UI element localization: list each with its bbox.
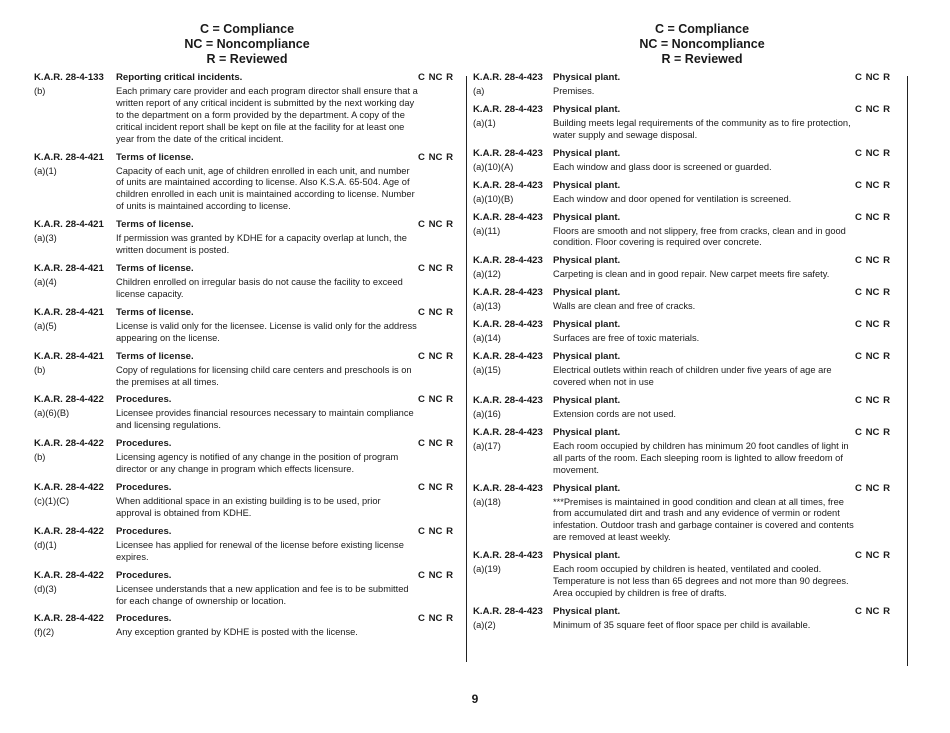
requirement-text: Surfaces are free of toxic materials. <box>553 333 700 344</box>
regulation-subsection: (c)(1)(C) <box>34 496 70 507</box>
regulation-title: Physical plant. <box>553 72 621 83</box>
checklist-entry <box>34 351 466 393</box>
regulation-subsection: (a)(6)(B) <box>34 408 70 419</box>
legend-reviewed: R = Reviewed <box>661 52 743 66</box>
checklist-entry <box>34 613 466 643</box>
entry-header <box>473 351 907 363</box>
requirement-text: Copy of regulations for licensing child care centers and preschools is on the premises at all times. <box>116 364 412 387</box>
requirement-text: Carpeting is clean and in good repair. New carpet meets fire safety. <box>553 269 830 280</box>
entry-header <box>473 180 907 192</box>
compliance-marks: C NC R <box>855 351 891 363</box>
regulation-citation: K.A.R. 28-4-423 <box>473 351 543 363</box>
regulation-title: Physical plant. <box>553 394 621 406</box>
entry-body <box>34 166 466 214</box>
entry-body <box>473 441 907 477</box>
regulation-title: Procedures. <box>116 438 172 450</box>
regulation-title: Procedures. <box>116 613 172 625</box>
compliance-marks: C NC R <box>418 569 454 581</box>
regulation-subsection: (a)(19) <box>473 564 501 575</box>
compliance-marks: C NC R <box>418 394 454 406</box>
regulation-subsection: (b) <box>34 452 46 463</box>
entry-header <box>34 570 466 582</box>
checklist-entry <box>473 319 907 349</box>
regulation-subsection: (d)(1) <box>34 539 57 550</box>
legend-noncompliance: NC = Noncompliance <box>184 37 310 51</box>
entry-body <box>34 277 466 301</box>
regulation-title: Physical plant. <box>553 482 621 494</box>
compliance-marks: C NC R <box>855 179 891 191</box>
regulation-subsection: (a)(16) <box>473 408 501 419</box>
entry-header <box>34 351 466 363</box>
entry-body <box>34 233 466 257</box>
entry-header <box>34 482 466 494</box>
regulation-subsection: (a)(10)(B) <box>473 193 514 204</box>
compliance-marks: C NC R <box>418 350 454 362</box>
entry-body <box>34 86 466 146</box>
checklist-entry <box>34 263 466 305</box>
regulation-title: Physical plant. <box>553 103 621 115</box>
entry-header <box>473 395 907 407</box>
entry-header <box>473 104 907 116</box>
regulation-citation: K.A.R. 28-4-423 <box>473 394 543 406</box>
entry-header <box>473 148 907 160</box>
entry-header <box>34 613 466 625</box>
checklist-entry <box>473 351 907 393</box>
regulation-title: Physical plant. <box>553 426 621 438</box>
regulation-title: Terms of license. <box>116 350 194 362</box>
requirement-text: Building meets legal requirements of the community as to fire protection, water supply and sewage disposal. <box>553 117 851 140</box>
regulation-title: Reporting critical incidents. <box>116 72 243 83</box>
compliance-marks: C NC R <box>418 482 454 494</box>
legend-compliance: C = Compliance <box>654 22 750 36</box>
regulation-subsection: (a)(11) <box>473 225 501 236</box>
legend-reviewed: R = Reviewed <box>206 52 288 66</box>
entry-header <box>473 483 907 495</box>
regulation-citation: K.A.R. 28-4-423 <box>473 103 543 115</box>
entry-body <box>473 564 907 600</box>
regulation-title: Procedures. <box>116 394 172 406</box>
checklist-entry <box>34 152 466 218</box>
regulation-subsection: (a)(18) <box>473 496 501 507</box>
regulation-subsection: (a)(1) <box>34 165 57 176</box>
requirement-text: Each primary care provider and each program director shall ensure that a written report of any critical incident is submitted by the next working day to the department on a form provided by the department. A copy of the critical incident report shall be kept on file at the facility for at least one year from the date of the critical incident. <box>116 86 418 144</box>
checklist-entry <box>473 72 907 102</box>
compliance-marks: C NC R <box>855 482 891 494</box>
checklist-entry <box>34 72 466 150</box>
regulation-title: Physical plant. <box>553 255 621 267</box>
compliance-marks: C NC R <box>855 605 891 617</box>
left-checklist <box>34 72 466 643</box>
regulation-title: Terms of license. <box>116 151 194 163</box>
checklist-entry <box>34 438 466 480</box>
regulation-subsection: (d)(3) <box>34 583 57 594</box>
regulation-citation: K.A.R. 28-4-422 <box>34 525 104 537</box>
compliance-marks: C NC R <box>855 287 891 299</box>
regulation-subsection: (a)(14) <box>473 333 501 344</box>
regulation-subsection: (a)(10)(A) <box>473 161 514 172</box>
regulation-citation: K.A.R. 28-4-423 <box>473 211 543 223</box>
compliance-marks: C NC R <box>418 262 454 274</box>
entry-header <box>34 152 466 164</box>
regulation-citation: K.A.R. 28-4-423 <box>473 179 543 191</box>
regulation-citation: K.A.R. 28-4-422 <box>34 438 104 450</box>
entry-header <box>473 255 907 267</box>
entry-body <box>473 409 907 421</box>
entry-header <box>473 287 907 299</box>
regulation-subsection: (a)(2) <box>473 619 496 630</box>
entry-header <box>473 550 907 562</box>
regulation-subsection: (a)(15) <box>473 365 501 376</box>
compliance-marks: C NC R <box>418 219 454 231</box>
regulation-citation: K.A.R. 28-4-421 <box>34 306 104 318</box>
requirement-text: Walls are clean and free of cracks. <box>553 301 696 312</box>
regulation-citation: K.A.R. 28-4-133 <box>34 72 104 83</box>
entry-body <box>34 365 466 389</box>
checklist-entry <box>34 307 466 349</box>
regulation-citation: K.A.R. 28-4-421 <box>34 151 104 163</box>
regulation-subsection: (b) <box>34 364 46 375</box>
entry-body <box>34 452 466 476</box>
legend <box>473 22 907 67</box>
requirement-text: When additional space in an existing building is to be used, prior approval is obtained from KDHE. <box>116 496 381 518</box>
entry-body <box>473 269 907 281</box>
regulation-citation: K.A.R. 28-4-423 <box>473 319 543 331</box>
requirement-text: Licensee has applied for renewal of the license before existing license expires. <box>116 539 404 562</box>
entry-header <box>473 72 907 84</box>
checklist-entry <box>34 219 466 261</box>
entry-header <box>34 72 466 84</box>
entry-body <box>473 226 907 250</box>
checklist-entry <box>473 212 907 254</box>
checklist-entry <box>473 180 907 210</box>
requirement-text: Licensee provides financial resources necessary to maintain compliance and licensing regulations. <box>116 408 414 431</box>
entry-body <box>34 627 466 639</box>
entry-body <box>473 86 907 98</box>
regulation-title: Physical plant. <box>553 147 621 159</box>
entry-header <box>473 212 907 224</box>
compliance-marks: C NC R <box>855 211 891 223</box>
compliance-marks: C NC R <box>418 438 454 450</box>
regulation-title: Procedures. <box>116 525 172 537</box>
regulation-subsection: (f)(2) <box>34 627 55 638</box>
column-divider <box>466 76 467 662</box>
right-column <box>473 22 907 636</box>
checklist-entry <box>473 148 907 178</box>
requirement-text: Each room occupied by children has minimum 20 foot candles of light in all parts of the room. Each sleeping room is lighted to allow freedom of movement. <box>553 440 849 475</box>
regulation-title: Physical plant. <box>553 179 621 191</box>
page-number: 9 <box>471 692 479 706</box>
regulation-subsection: (a)(5) <box>34 320 57 331</box>
regulation-title: Physical plant. <box>553 550 621 562</box>
requirement-text: Licensing agency is notified of any change in the position of program director or any change in program which effects licensure. <box>116 452 399 475</box>
checklist-entry <box>34 526 466 568</box>
entry-body <box>34 540 466 564</box>
regulation-subsection: (b) <box>34 86 46 96</box>
entry-body <box>34 584 466 608</box>
regulation-subsection: (a)(12) <box>473 269 501 280</box>
regulation-subsection: (a)(4) <box>34 276 57 287</box>
regulation-citation: K.A.R. 28-4-421 <box>34 350 104 362</box>
regulation-subsection: (a)(17) <box>473 440 501 451</box>
regulation-title: Terms of license. <box>116 306 194 318</box>
regulation-citation: K.A.R. 28-4-423 <box>473 287 543 299</box>
entry-body <box>34 408 466 432</box>
requirement-text: ***Premises is maintained in good condition and clean at all times, free from accumulated dirt and trash and any evidence of vermin or rodent infestation. Outdoor trash and garbage container is covered and contents are removed at least weekly. <box>553 496 854 543</box>
checklist-entry <box>473 395 907 425</box>
requirement-text: Capacity of each unit, age of children enrolled in each unit, and number of units are maintained according to license. Also K.S.A. 65-504. Age of children enrolled in each unit is maintained according to license. Number of units is maintained according to license. <box>116 165 415 212</box>
checklist-entry <box>34 482 466 524</box>
regulation-title: Physical plant. <box>553 319 621 331</box>
entry-body <box>473 162 907 174</box>
regulation-citation: K.A.R. 28-4-423 <box>473 255 543 267</box>
requirement-text: Each window and glass door is screened or guarded. <box>553 161 772 172</box>
entry-body <box>473 333 907 345</box>
regulation-title: Terms of license. <box>116 262 194 274</box>
checklist-entry <box>473 483 907 549</box>
legend-compliance: C = Compliance <box>199 22 295 36</box>
requirement-text: License is valid only for the licensee. License is valid only for the address appearing on the license. <box>116 320 417 343</box>
checklist-entry <box>473 255 907 285</box>
regulation-title: Physical plant. <box>553 287 621 299</box>
requirement-text: Electrical outlets within reach of children under five years of age are covered when not in use <box>553 365 832 387</box>
regulation-subsection: (a)(3) <box>34 233 57 244</box>
requirement-text: Licensee understands that a new application and fee is to be submitted for each change of ownership or location. <box>116 583 409 606</box>
regulation-title: Procedures. <box>116 569 172 581</box>
regulation-citation: K.A.R. 28-4-421 <box>34 262 104 274</box>
regulation-citation: K.A.R. 28-4-422 <box>34 569 104 581</box>
compliance-marks: C NC R <box>855 255 891 267</box>
entry-body <box>473 620 907 632</box>
regulation-citation: K.A.R. 28-4-422 <box>34 613 104 625</box>
entry-header <box>34 263 466 275</box>
regulation-title: Terms of license. <box>116 219 194 231</box>
entry-header <box>34 219 466 231</box>
regulation-citation: K.A.R. 28-4-423 <box>473 147 543 159</box>
entry-header <box>34 394 466 406</box>
compliance-marks: C NC R <box>855 394 891 406</box>
compliance-marks: C NC R <box>418 525 454 537</box>
regulation-citation: K.A.R. 28-4-423 <box>473 605 543 617</box>
regulation-subsection: (a)(13) <box>473 301 501 312</box>
compliance-marks: C NC R <box>418 72 454 83</box>
regulation-citation: K.A.R. 28-4-421 <box>34 219 104 231</box>
regulation-title: Physical plant. <box>553 351 621 363</box>
left-column <box>34 22 466 643</box>
regulation-citation: K.A.R. 28-4-423 <box>473 426 543 438</box>
requirement-text: Extension cords are not used. <box>553 408 676 419</box>
regulation-citation: K.A.R. 28-4-423 <box>473 72 543 83</box>
checklist-entry <box>473 550 907 604</box>
regulation-title: Physical plant. <box>553 211 621 223</box>
requirement-text: If permission was granted by KDHE for a capacity overlap at lunch, the written document is posted. <box>116 233 407 256</box>
compliance-marks: C NC R <box>855 103 891 115</box>
requirement-text: Each room occupied by children is heated, ventilated and cooled. Temperature is not less than 65 degrees and not more than 90 degrees. Area occupied by children is free of drafts. <box>553 564 849 598</box>
requirement-text: Children enrolled on irregular basis do not cause the facility to exceed license capacity. <box>116 276 403 299</box>
compliance-marks: C NC R <box>855 147 891 159</box>
compliance-marks: C NC R <box>418 306 454 318</box>
checklist-entry <box>34 394 466 436</box>
entry-body <box>473 365 907 389</box>
entry-body <box>34 321 466 345</box>
regulation-citation: K.A.R. 28-4-423 <box>473 482 543 494</box>
checklist-entry <box>473 104 907 146</box>
compliance-marks: C NC R <box>855 550 891 562</box>
entry-header <box>473 606 907 618</box>
entry-header <box>473 319 907 331</box>
compliance-marks: C NC R <box>418 151 454 163</box>
compliance-marks: C NC R <box>855 426 891 438</box>
regulation-subsection: (a)(1) <box>473 117 496 128</box>
entry-header <box>34 438 466 450</box>
regulation-citation: K.A.R. 28-4-423 <box>473 550 543 562</box>
legend-noncompliance: NC = Noncompliance <box>639 37 765 51</box>
compliance-marks: C NC R <box>418 613 454 625</box>
checklist-entry <box>473 427 907 481</box>
entry-body <box>473 194 907 206</box>
requirement-text: Any exception granted by KDHE is posted with the license. <box>116 627 358 638</box>
compliance-marks: C NC R <box>855 72 891 83</box>
entry-header <box>473 427 907 439</box>
regulation-title: Physical plant. <box>553 605 621 617</box>
entry-header <box>34 307 466 319</box>
checklist-entry <box>34 570 466 612</box>
requirement-text: Premises. <box>553 86 595 96</box>
entry-body <box>473 118 907 142</box>
requirement-text: Each window and door opened for ventilation is screened. <box>553 193 792 204</box>
checklist-entry <box>473 606 907 636</box>
entry-body <box>473 497 907 545</box>
compliance-marks: C NC R <box>855 319 891 331</box>
entry-body <box>34 496 466 520</box>
right-edge-rule <box>907 76 908 666</box>
checklist-entry <box>473 287 907 317</box>
right-checklist <box>473 72 907 636</box>
regulation-citation: K.A.R. 28-4-422 <box>34 482 104 494</box>
requirement-text: Minimum of 35 square feet of floor space per child is available. <box>553 619 811 630</box>
entry-header <box>34 526 466 538</box>
regulation-title: Procedures. <box>116 482 172 494</box>
requirement-text: Floors are smooth and not slippery, free from cracks, clean and in good condition. Floor covering is required over concrete. <box>553 225 846 248</box>
regulation-subsection: (a) <box>473 86 485 96</box>
entry-body <box>473 301 907 313</box>
legend <box>34 22 466 67</box>
regulation-citation: K.A.R. 28-4-422 <box>34 394 104 406</box>
